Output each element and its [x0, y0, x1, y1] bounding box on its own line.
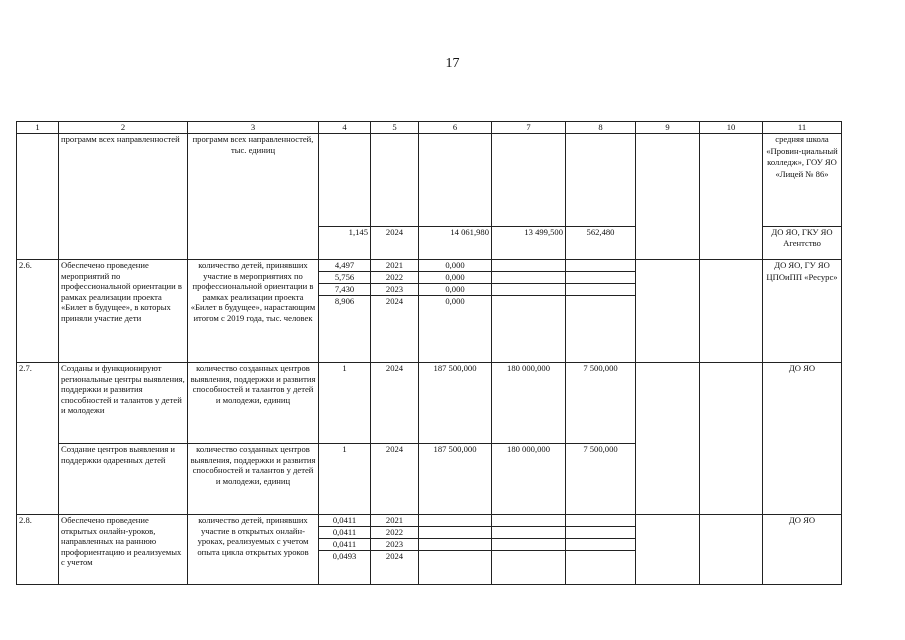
indicator-description: количество созданных центров выявления, поддержки и развития способностей и талантов у детей и молодежи, единиц — [188, 444, 319, 515]
indicator-value: 1 — [319, 444, 371, 515]
col-header: 4 — [319, 122, 371, 134]
activity-description: Обеспечено проведение мероприятий по профессиональной ориентации в рамках реализации проекта «Билет в будущее», в которых приняли участие дети — [59, 260, 188, 363]
col-header: 11 — [763, 122, 842, 134]
year: 2024 — [371, 363, 419, 444]
col-header: 7 — [492, 122, 566, 134]
executor: ДО ЯО — [763, 515, 842, 585]
year: 2021 — [371, 515, 419, 527]
funding-total: 187 500,000 — [419, 363, 492, 444]
page-number: 17 — [445, 56, 460, 71]
executor: средняя школа «Провин-циальный колледж», ГОУ ЯО «Лицей № 86» — [763, 134, 842, 227]
year: 2022 — [371, 272, 419, 284]
funding-regional: 7 500,000 — [566, 444, 636, 515]
col-header: 9 — [636, 122, 700, 134]
funding-total: 0,000 — [419, 296, 492, 363]
indicator-value: 7,430 — [319, 284, 371, 296]
funding-regional: 7 500,000 — [566, 363, 636, 444]
year: 2023 — [371, 284, 419, 296]
col-header: 10 — [700, 122, 763, 134]
year: 2021 — [371, 260, 419, 272]
indicator-value: 1 — [319, 363, 371, 444]
col-header: 6 — [419, 122, 492, 134]
indicator-description: количество детей, принявших участие в открытых онлайн-уроках, реализуемых с учетом опыта цикла открытых уроков — [188, 515, 319, 585]
table-row — [17, 363, 842, 444]
row-number: 2.8. — [17, 515, 59, 585]
year: 2024 — [371, 227, 419, 260]
funding-federal: 180 000,000 — [492, 363, 566, 444]
row-number: 2.7. — [17, 363, 59, 515]
indicator-value: 0,0411 — [319, 527, 371, 539]
funding-federal: 13 499,500 — [492, 227, 566, 260]
funding-total: 14 061,980 — [419, 227, 492, 260]
indicator-value: 1,145 — [319, 227, 371, 260]
col-header: 1 — [17, 122, 59, 134]
executor: ДО ЯО, ГУ ЯО ЦПОиПП «Ресурс» — [763, 260, 842, 363]
indicator-value: 0,0411 — [319, 539, 371, 551]
executor: ДО ЯО — [763, 363, 842, 515]
col-header: 5 — [371, 122, 419, 134]
year: 2024 — [371, 444, 419, 515]
funding-total: 0,000 — [419, 284, 492, 296]
activity-description: Обеспечено проведение открытых онлайн-уроков, направленных на раннюю профориентацию и реализуемых с учетом — [59, 515, 188, 585]
funding-total: 0,000 — [419, 272, 492, 284]
indicator-value: 4,497 — [319, 260, 371, 272]
activity-description: Созданы и функционируют региональные центры выявления, поддержки и развития способностей и талантов у детей и молодежи — [59, 363, 188, 444]
funding-regional: 562,480 — [566, 227, 636, 260]
col-header: 3 — [188, 122, 319, 134]
year: 2023 — [371, 539, 419, 551]
funding-federal: 180 000,000 — [492, 444, 566, 515]
table-row — [17, 260, 842, 272]
indicator-description: программ всех направленностей, тыс. единиц — [188, 134, 319, 260]
year: 2024 — [371, 296, 419, 363]
indicator-value: 0,0493 — [319, 551, 371, 585]
activity-description: программ всех направленностей — [59, 134, 188, 260]
year: 2022 — [371, 527, 419, 539]
col-header: 2 — [59, 122, 188, 134]
funding-total: 187 500,000 — [419, 444, 492, 515]
row-number: 2.6. — [17, 260, 59, 363]
year: 2024 — [371, 551, 419, 585]
table-row — [17, 134, 842, 227]
funding-total: 0,000 — [419, 260, 492, 272]
indicator-description: количество созданных центров выявления, поддержки и развития способностей и талантов у детей и молодежи, единиц — [188, 363, 319, 444]
indicator-value: 0,0411 — [319, 515, 371, 527]
row-number — [17, 134, 59, 260]
plan-table — [16, 121, 842, 585]
table-row — [17, 515, 842, 527]
column-number-row — [17, 122, 842, 134]
activity-description: Создание центров выявления и поддержки одаренных детей — [59, 444, 188, 515]
indicator-value: 5,756 — [319, 272, 371, 284]
executor: ДО ЯО, ГКУ ЯО Агентство — [763, 227, 842, 260]
indicator-description: количество детей, принявших участие в мероприятиях по профессиональной ориентации в рамках реализации проекта «Билет в будущее», нарастающим итогом с 2019 года, тыс. человек — [188, 260, 319, 363]
indicator-value: 8,906 — [319, 296, 371, 363]
col-header: 8 — [566, 122, 636, 134]
